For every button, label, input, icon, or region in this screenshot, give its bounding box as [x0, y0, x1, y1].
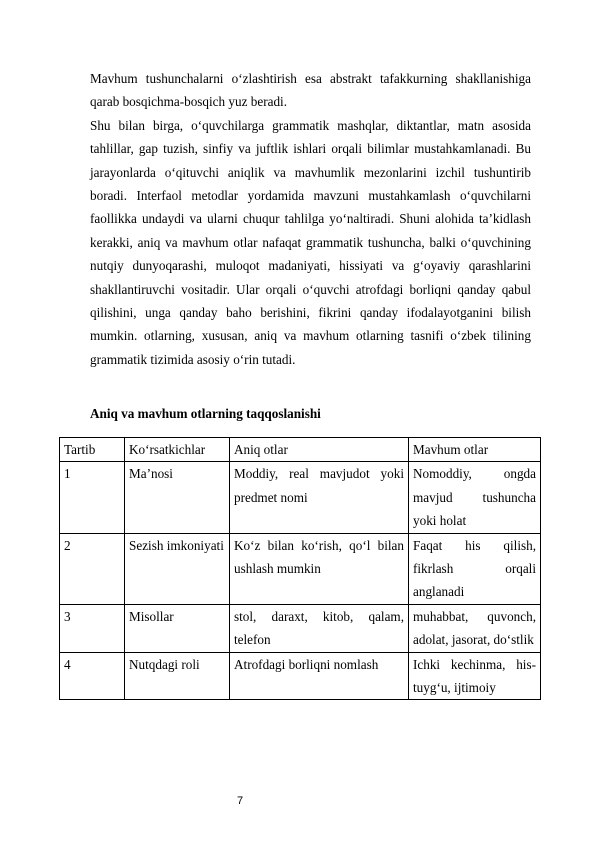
table-cell: 4: [60, 652, 125, 700]
header-cell: Mavhum otlar: [409, 438, 541, 462]
table-row: [60, 652, 541, 700]
body-text: [90, 67, 531, 371]
table-cell: stol, daraxt, kitob, qalam, telefon: [230, 604, 409, 652]
table-cell: Moddiy, real mavjudot yoki predmet nomi: [230, 462, 409, 533]
comparison-table: [59, 437, 541, 700]
paragraph: Shu bilan birga, o‘quvchilarga grammatik mashqlar, diktantlar, matn asosida tahlillar, gap tuzish, sinfiy va juftlik ishlari orqali bilimlar mustahkamlanadi. Bu jarayonlarda o‘qituvchi aniqlik va mavhumlik mezonlarini izchil tushuntirib boradi. Interfaol metodlar yordamida mavzuni mustahkamlash o‘quvchilarni faollikka undaydi va ularni chuqur tahlilga yo‘naltiradi. Shuni alohida ta’kidlash kerakki, aniq va mavhum otlar nafaqat grammatik tushuncha, balki o‘quvchining nutqiy dunyoqarashi, muloqot madaniyati, hissiyati va g‘oyaviy qarashlarini shakllantiruvchi vositadir. Ular orqali o‘quvchi atrofdagi borliqni qanday qabul qilishini, unga qanday baho berishini, fikrini qanday ifodalayotganini bilish mumkin. otlarning, xususan, aniq va mavhum otlarning tasnifi o‘zbek tilining grammatik tizimida asosiy o‘rin tutadi.: [90, 117, 531, 367]
table-cell: Atrofdagi borliqni nomlash: [230, 652, 409, 700]
header-cell: Tartib: [60, 438, 125, 462]
table-row: [60, 533, 541, 604]
table-cell: Misollar: [125, 604, 230, 652]
header-cell: Ko‘rsatkichlar: [125, 438, 230, 462]
table-cell: 3: [60, 604, 125, 652]
table-title: Aniq va mavhum otlarning taqqoslanishi: [90, 406, 321, 421]
paragraph: Mavhum tushunchalarni o‘zlashtirish esa abstrakt tafakkurning shakllanishiga qarab bosqichma-bosqich yuz beradi.: [90, 71, 531, 110]
table-cell: 1: [60, 462, 125, 533]
table-cell: Ko‘z bilan ko‘rish, qo‘l bilan ushlash mumkin: [230, 533, 409, 604]
table-cell: Ichki kechinma, his-tuyg‘u, ijtimoiy: [409, 652, 541, 700]
page-number: 7: [237, 795, 244, 807]
table-cell: 2: [60, 533, 125, 604]
table-cell: Nomoddiy, ongda mavjud tushuncha yoki holat: [409, 462, 541, 533]
table-header-row: [60, 438, 541, 462]
table-row: [60, 462, 541, 533]
table-cell: Ma’nosi: [125, 462, 230, 533]
table-row: [60, 604, 541, 652]
table-cell: Nutqdagi roli: [125, 652, 230, 700]
header-cell: Aniq otlar: [230, 438, 409, 462]
table-cell: Faqat his qilish, fikrlash orqali anglanadi: [409, 533, 541, 604]
table-cell: Sezish imkoniyati: [125, 533, 230, 604]
table-cell: muhabbat, quvonch, adolat, jasorat, do‘stlik: [409, 604, 541, 652]
